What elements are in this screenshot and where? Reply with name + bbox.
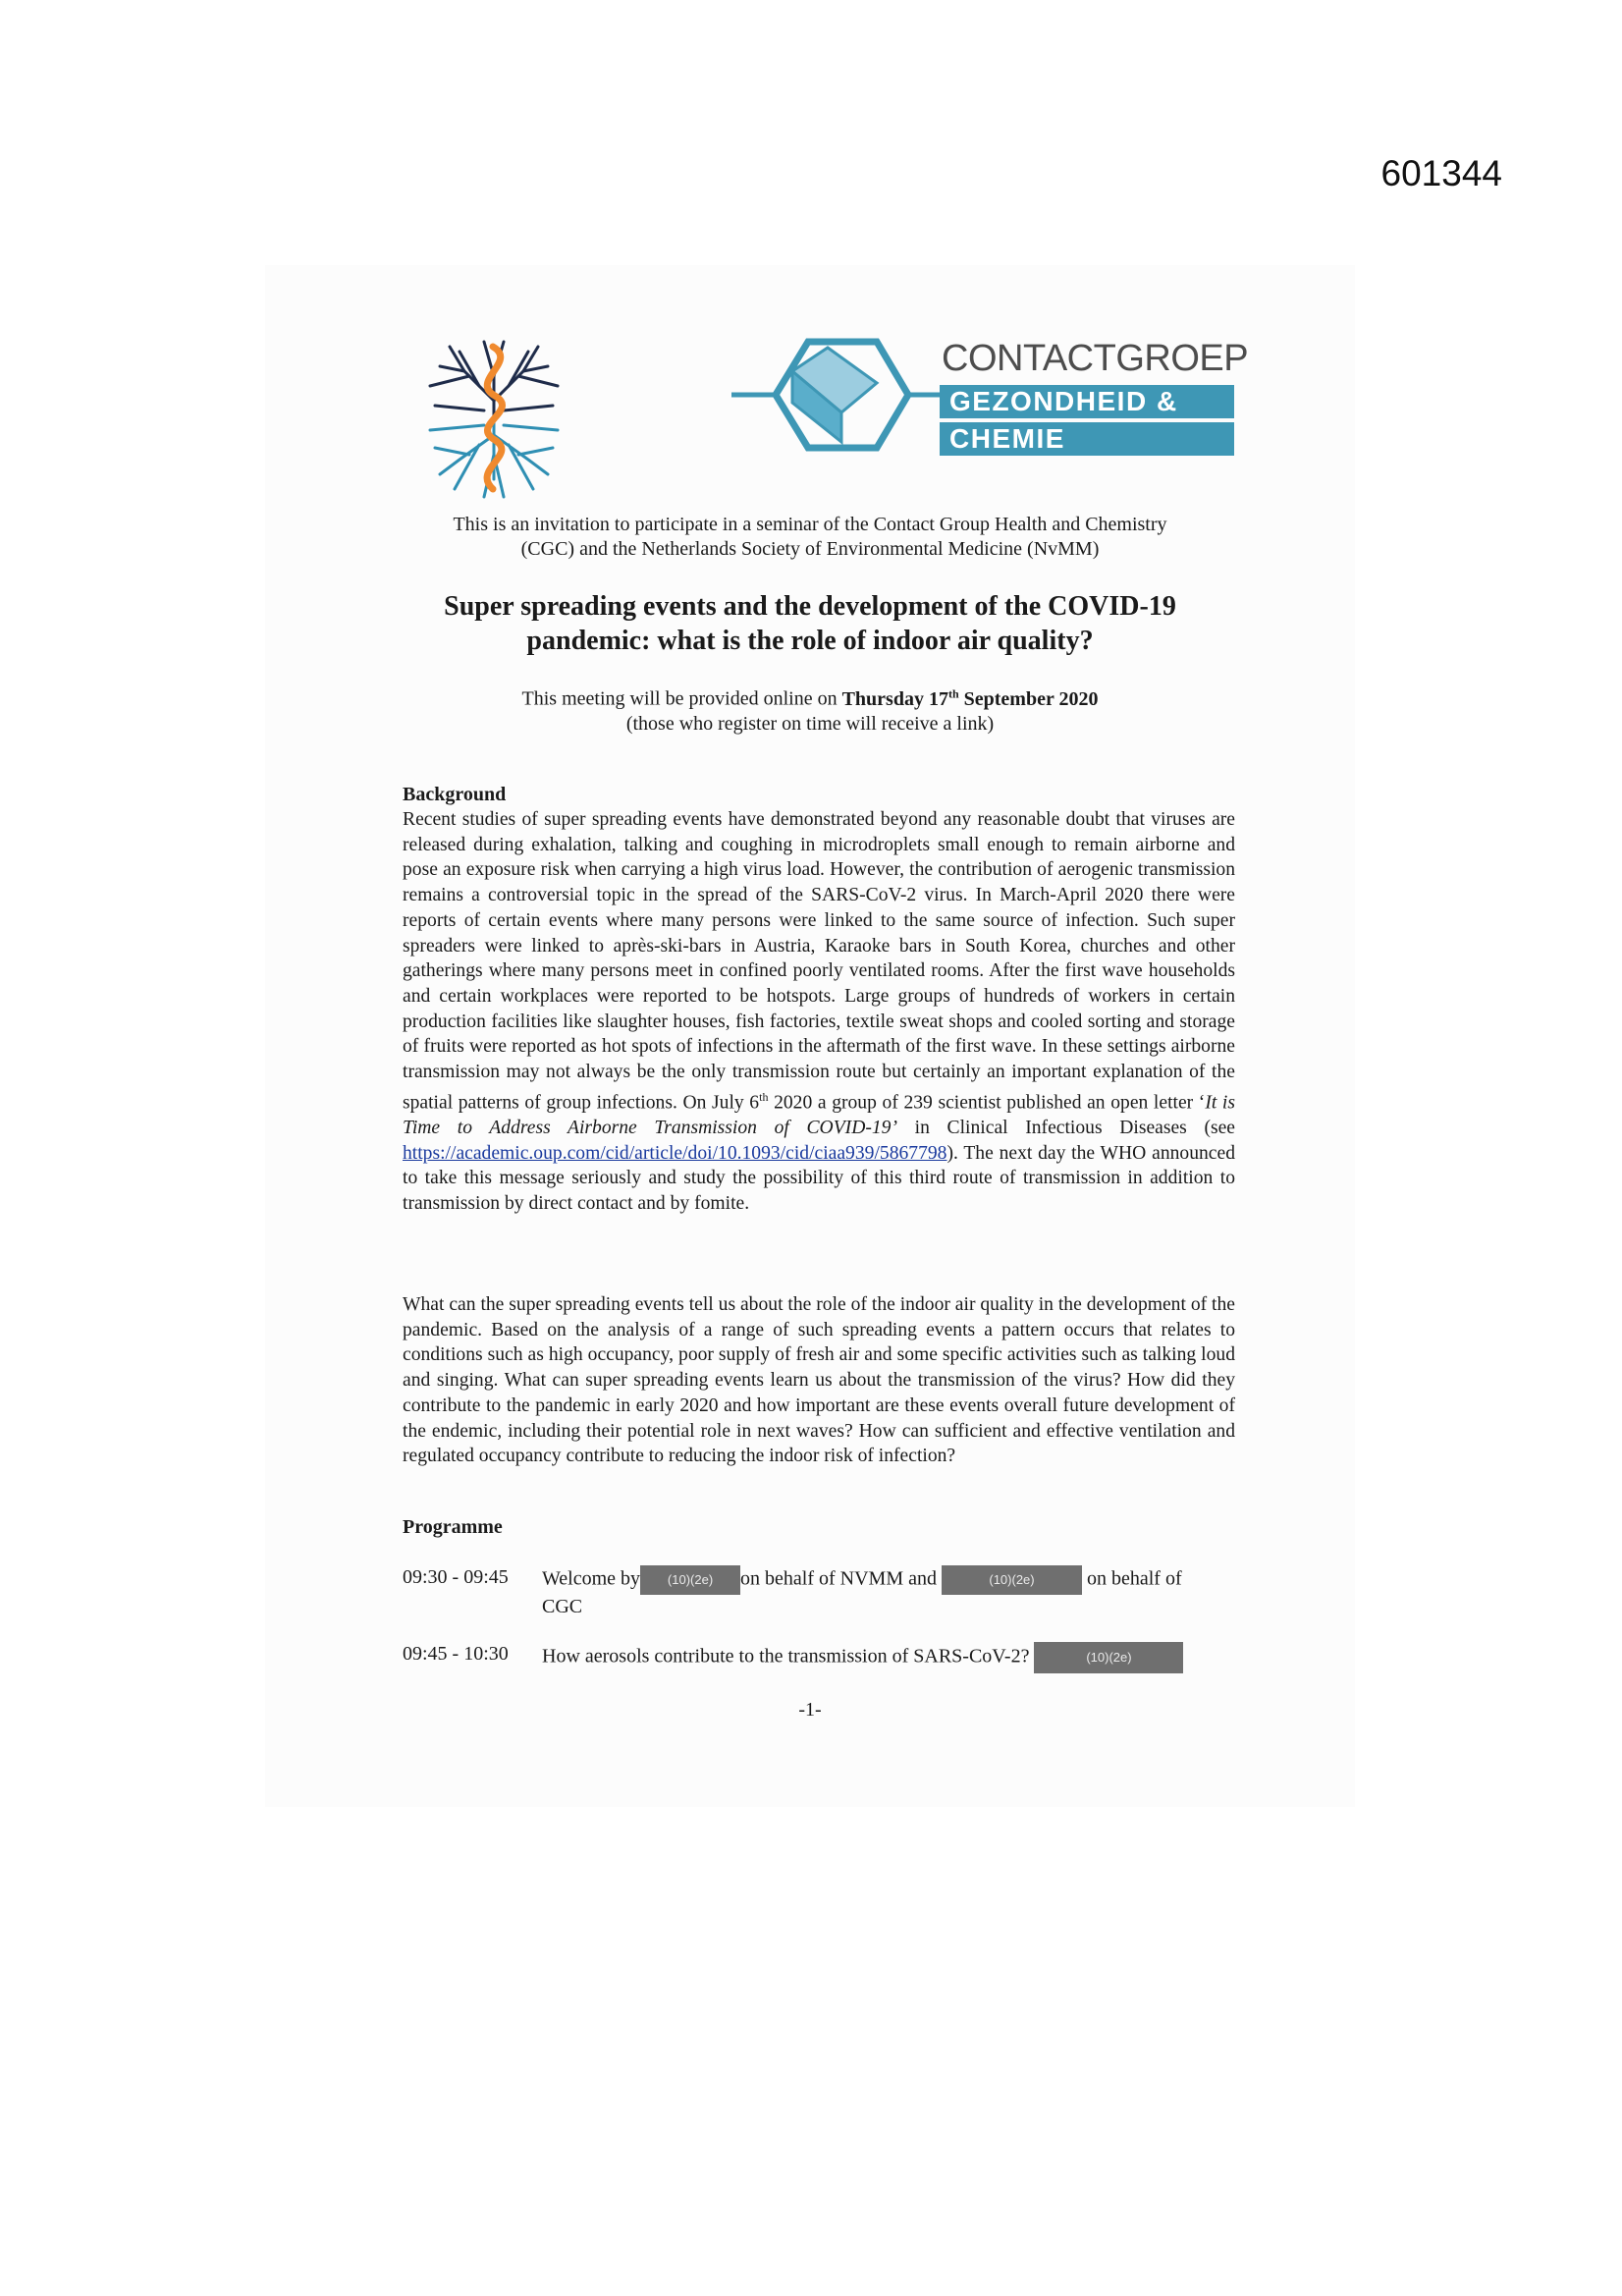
meeting-register-note: (those who register on time will receive a link) <box>625 712 995 735</box>
programme-heading: Programme <box>403 1516 503 1538</box>
document-number: 601344 <box>1380 153 1502 193</box>
bg-p1-part4: ). The next day the WHO announced to take this message seriously and study the possibility of this third route of transmission in addition to transmission by direct contact and by fomite. <box>403 1142 1235 1215</box>
bg-p1-part3: in Clinical Infectious Diseases (see <box>897 1117 1235 1138</box>
article-link[interactable]: https://academic.oup.com/cid/article/doi/10.1093/cid/ciaa939/5867798 <box>403 1142 947 1164</box>
meeting-info <box>398 682 1222 737</box>
invitation-intro <box>398 513 1222 562</box>
contactgroep-hexagon-icon <box>731 334 940 457</box>
redaction-box: (10)(2e) <box>942 1565 1082 1595</box>
meeting-date-sup: th <box>947 686 959 700</box>
redaction-box: (10)(2e) <box>1034 1642 1183 1673</box>
meeting-date-day: Thursday 17 <box>841 687 948 710</box>
title-line-2: pandemic: what is the role of indoor air quality? <box>526 626 1094 656</box>
programme-item-time: 09:30 - 09:45 <box>403 1566 509 1588</box>
logo-text-line2: GEZONDHEID & <box>940 385 1234 418</box>
redaction-box: (10)(2e) <box>640 1565 740 1595</box>
meeting-date-line <box>398 682 1222 712</box>
cgc-text: CGC <box>542 1596 583 1617</box>
intro-line-2: (CGC) and the Netherlands Society of Environmental Medicine (NvMM) <box>520 538 1100 560</box>
logo-text-line1: CONTACTGROEP <box>942 338 1249 379</box>
contactgroep-logo <box>731 334 1249 454</box>
bg-p1-italic: It is Time to Address Airborne Transmission of COVID-19’ <box>403 1092 1235 1138</box>
background-paragraph-2: What can the super spreading events tell us about the role of the indoor air quality in the development of the pandemic. Based on the analysis of a range of such spreading events a pattern occurs that relates to conditions such as high occupancy, poor supply of fresh air and some specific activities such as talking loud and singing. What can super spreading events learn us about the transmission of the virus? How did they contribute to the pandemic in early 2020 and how important are these events overall future development of the endemic, including their potential role in next waves? How can sufficient and effective ventilation and regulated occupancy contribute to reducing the indoor risk of infection? <box>403 1294 1235 1467</box>
on-behalf-nvmm-text: on behalf of NVMM and <box>740 1567 937 1590</box>
bg-p1-part1: Recent studies of super spreading events have demonstrated beyond any reasonable doubt that viruses are released during exhalation, talking and coughing in microdroplets small enough to remain airborne and pose an exposure risk when carrying a high virus load. However, the contribution of aerogenic transmission remains a controversial topic in the spread of the SARS-CoV-2 virus. In March-April 2020 there were reports of certain events where many persons were linked to the same source of infection. Such super spreaders were linked to après-ski-bars in Austria, Karaoke bars in South Korea, churches and other gatherings where many persons meet in confined poorly ventilated rooms. After the first wave households and certain workplaces were reported to be hotspots. Large groups of hundreds of workers in certain production facilities like slaughter houses, fish factories, textile sweat shops and cooled sorting and storage of fruits were reported as hot spots of infections in the aftermath of the first wave. In these settings airborne transmission may not always be the only transmission route but certainly an important explanation of the spatial patterns of group infections. On July 6 <box>403 809 1235 1114</box>
seminar-title <box>398 589 1222 658</box>
bg-p1-sup: th <box>759 1089 769 1104</box>
tree-serpent-staff-logo-icon <box>410 332 577 505</box>
programme-item-description <box>542 1642 1237 1673</box>
meeting-date-rest: September 2020 <box>958 687 1099 710</box>
welcome-text: Welcome by <box>542 1567 641 1590</box>
meeting-prefix: This meeting will be provided online on <box>521 687 842 710</box>
aerosols-talk-text: How aerosols contribute to the transmission of SARS-CoV-2? <box>542 1645 1030 1667</box>
logo-text-line3: CHEMIE <box>940 422 1234 456</box>
programme-item-description <box>542 1565 1237 1619</box>
bg-p1-part2: 2020 a group of 239 scientist published an open letter ‘ <box>768 1092 1206 1114</box>
background-heading: Background <box>403 784 507 805</box>
title-line-1: Super spreading events and the development of the COVID-19 <box>444 591 1176 622</box>
on-behalf-text: on behalf of <box>1087 1567 1182 1590</box>
programme-item-time: 09:45 - 10:30 <box>403 1643 509 1665</box>
background-paragraph-1 <box>403 807 1235 1217</box>
intro-line-1: This is an invitation to participate in a seminar of the Contact Group Health and Chemistry <box>453 514 1167 535</box>
page-number: -1- <box>798 1699 822 1721</box>
